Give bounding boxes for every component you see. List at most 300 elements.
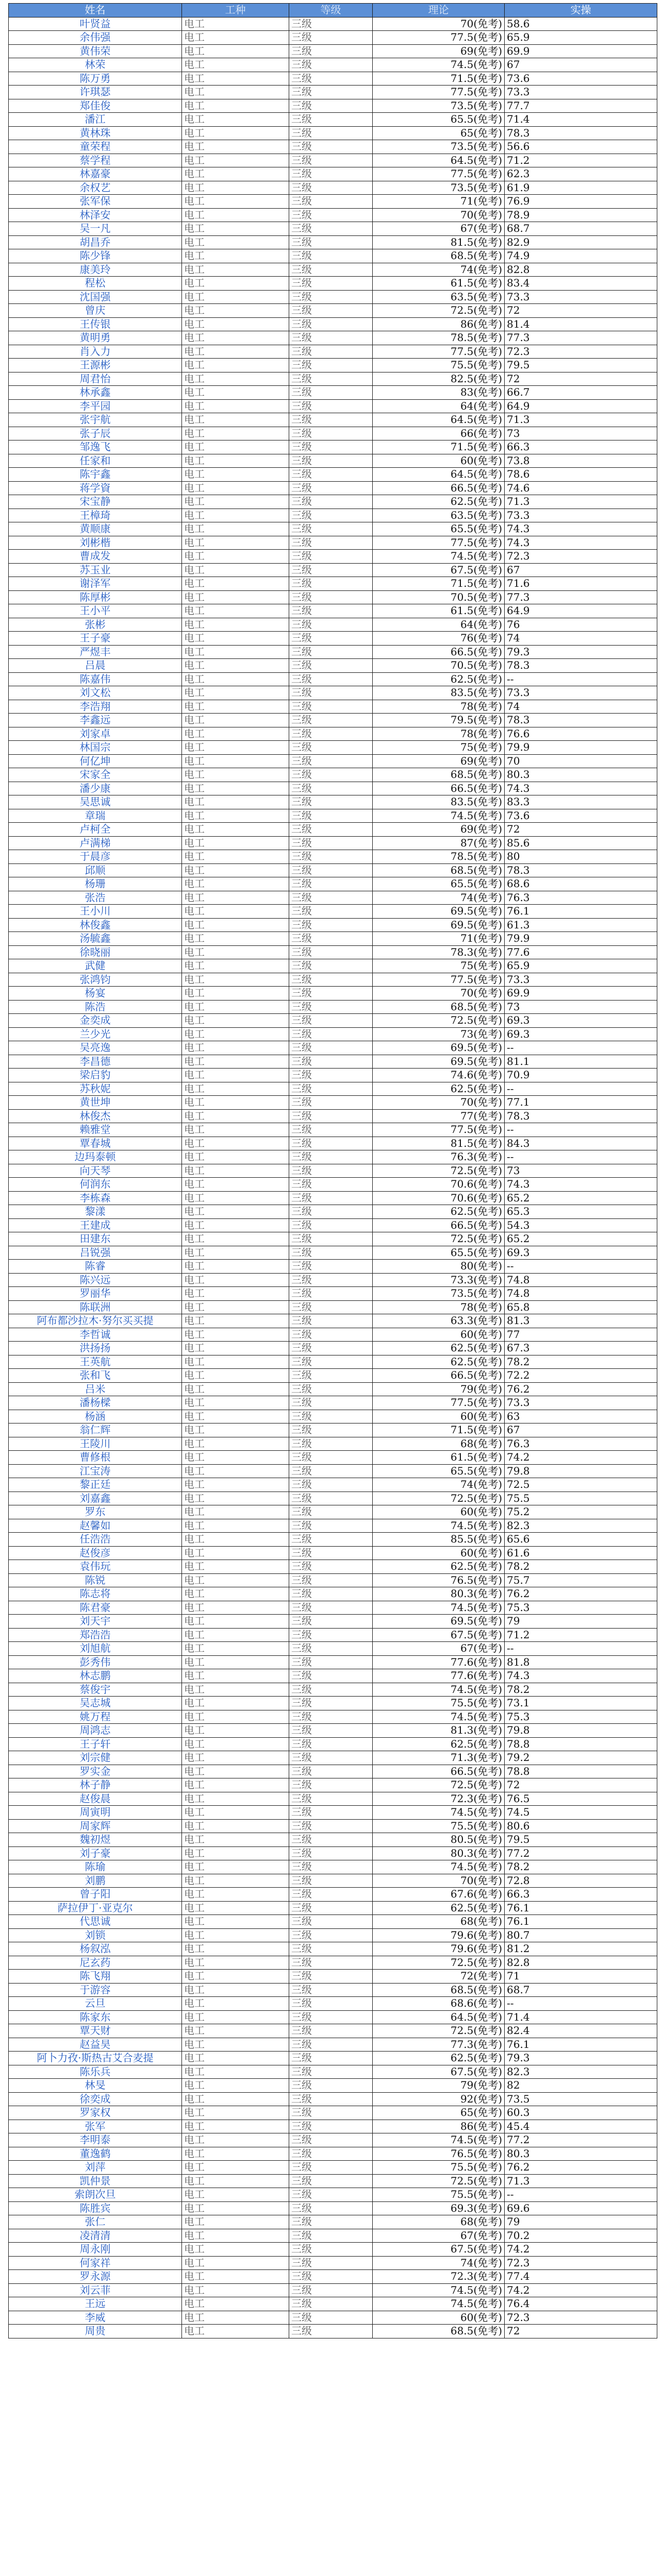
cell-name: 张子辰 <box>9 427 182 440</box>
cell-practice: 79.5 <box>505 1833 657 1847</box>
cell-theory: 64.5(免考) <box>373 413 505 427</box>
cell-trade: 电工 <box>182 1355 289 1369</box>
cell-level: 三级 <box>289 836 373 850</box>
cell-level: 三级 <box>289 2325 373 2338</box>
table-row <box>9 1014 657 1028</box>
table-row <box>9 495 657 509</box>
table-row <box>9 277 657 291</box>
cell-theory: 79.5(免考) <box>373 714 505 727</box>
cell-level: 三级 <box>289 1846 373 1860</box>
cell-trade: 电工 <box>182 1369 289 1383</box>
cell-level: 三级 <box>289 154 373 167</box>
cell-level: 三级 <box>289 2256 373 2270</box>
cell-name: 王陵川 <box>9 1437 182 1451</box>
cell-practice: 79.8 <box>505 1464 657 1478</box>
cell-trade: 电工 <box>182 2229 289 2243</box>
cell-theory: 83.5(免考) <box>373 795 505 809</box>
cell-trade: 电工 <box>182 2052 289 2065</box>
cell-name: 凌清清 <box>9 2229 182 2243</box>
cell-name: 边玛泰顿 <box>9 1150 182 1164</box>
cell-name: 王小平 <box>9 604 182 618</box>
cell-theory: 78.3(免考) <box>373 945 505 959</box>
table-row <box>9 1451 657 1465</box>
cell-level: 三级 <box>289 1765 373 1778</box>
table-row <box>9 1342 657 1355</box>
cell-level: 三级 <box>289 331 373 345</box>
cell-practice: 82.4 <box>505 2024 657 2038</box>
cell-practice: 77.6 <box>505 945 657 959</box>
table-row <box>9 877 657 891</box>
cell-trade: 电工 <box>182 2270 289 2284</box>
cell-level: 三级 <box>289 1232 373 1246</box>
cell-practice: 80.6 <box>505 1819 657 1833</box>
cell-trade: 电工 <box>182 2161 289 2175</box>
cell-practice: 64.9 <box>505 399 657 413</box>
cell-name: 张仁 <box>9 2215 182 2229</box>
cell-theory: 73.5(免考) <box>373 99 505 113</box>
cell-level: 三级 <box>289 99 373 113</box>
table-row <box>9 686 657 700</box>
cell-theory: 70(免考) <box>373 208 505 222</box>
cell-practice: 65.6 <box>505 1533 657 1547</box>
cell-name: 章瑞 <box>9 809 182 823</box>
cell-theory: 74.5(免考) <box>373 1860 505 1874</box>
table-row <box>9 1492 657 1505</box>
cell-theory: 87(免考) <box>373 836 505 850</box>
table-row <box>9 1997 657 2011</box>
cell-name: 林俊杰 <box>9 1109 182 1123</box>
cell-theory: 74.5(免考) <box>373 2283 505 2297</box>
cell-trade: 电工 <box>182 686 289 700</box>
cell-name: 刘鹏 <box>9 1874 182 1888</box>
cell-practice: 65.9 <box>505 959 657 973</box>
cell-level: 三级 <box>289 1819 373 1833</box>
cell-theory: 68.5(免考) <box>373 768 505 782</box>
cell-trade: 电工 <box>182 973 289 987</box>
cell-theory: 72.5(免考) <box>373 1164 505 1178</box>
cell-practice: 81.1 <box>505 1055 657 1069</box>
cell-practice: 74.2 <box>505 1451 657 1465</box>
cell-name: 任浩浩 <box>9 1533 182 1547</box>
cell-trade: 电工 <box>182 1000 289 1014</box>
cell-theory: 69.5(免考) <box>373 1055 505 1069</box>
cell-trade: 电工 <box>182 1655 289 1669</box>
cell-trade: 电工 <box>182 672 289 686</box>
cell-name: 吴亮逸 <box>9 1041 182 1055</box>
cell-level: 三级 <box>289 1928 373 1942</box>
cell-level: 三级 <box>289 1833 373 1847</box>
table-row <box>9 222 657 236</box>
cell-trade: 电工 <box>182 1205 289 1219</box>
table-row <box>9 1082 657 1096</box>
cell-practice: 64.9 <box>505 604 657 618</box>
cell-theory: 69.5(免考) <box>373 918 505 932</box>
header-level: 等级 <box>289 4 373 18</box>
table-row <box>9 1765 657 1778</box>
table-row <box>9 905 657 919</box>
cell-trade: 电工 <box>182 1846 289 1860</box>
cell-name: 宋宝静 <box>9 495 182 509</box>
cell-trade: 电工 <box>182 372 289 386</box>
header-theory: 理论 <box>373 4 505 18</box>
cell-practice: 65.2 <box>505 1191 657 1205</box>
cell-theory: 72.5(免考) <box>373 1492 505 1505</box>
cell-level: 三级 <box>289 372 373 386</box>
cell-level: 三级 <box>289 1601 373 1615</box>
table-row <box>9 1628 657 1642</box>
cell-level: 三级 <box>289 1246 373 1260</box>
cell-trade: 电工 <box>182 809 289 823</box>
cell-practice: 66.3 <box>505 1888 657 1902</box>
table-row <box>9 672 657 686</box>
cell-name: 代思诚 <box>9 1915 182 1929</box>
table-row <box>9 1410 657 1423</box>
cell-name: 李明泰 <box>9 2133 182 2147</box>
cell-level: 三级 <box>289 1615 373 1629</box>
cell-level: 三级 <box>289 1164 373 1178</box>
table-row <box>9 659 657 673</box>
cell-trade: 电工 <box>182 440 289 454</box>
cell-level: 三级 <box>289 659 373 673</box>
cell-name: 黎漾 <box>9 1205 182 1219</box>
cell-trade: 电工 <box>182 1096 289 1110</box>
cell-practice: 71.3 <box>505 413 657 427</box>
cell-practice: 74.3 <box>505 1178 657 1192</box>
cell-name: 曹修根 <box>9 1451 182 1465</box>
cell-level: 三级 <box>289 126 373 140</box>
cell-trade: 电工 <box>182 1724 289 1738</box>
cell-level: 三级 <box>289 1082 373 1096</box>
cell-theory: 67.5(免考) <box>373 1628 505 1642</box>
cell-trade: 电工 <box>182 1423 289 1437</box>
cell-name: 陈万勇 <box>9 72 182 86</box>
cell-name: 尼玄药 <box>9 1956 182 1970</box>
cell-theory: 82.5(免考) <box>373 372 505 386</box>
cell-practice: 71 <box>505 1970 657 1984</box>
cell-practice: 76.1 <box>505 1901 657 1915</box>
table-row <box>9 2052 657 2065</box>
cell-practice: 76.4 <box>505 2297 657 2311</box>
table-row <box>9 1069 657 1082</box>
table-row <box>9 413 657 427</box>
table-row <box>9 1464 657 1478</box>
table-row <box>9 2311 657 2325</box>
cell-level: 三级 <box>289 1533 373 1547</box>
table-row <box>9 1355 657 1369</box>
cell-practice: 66.3 <box>505 440 657 454</box>
table-row <box>9 768 657 782</box>
cell-theory: 73(免考) <box>373 1027 505 1041</box>
cell-level: 三级 <box>289 1997 373 2011</box>
cell-theory: 74(免考) <box>373 891 505 905</box>
cell-practice: 77.3 <box>505 331 657 345</box>
cell-trade: 电工 <box>182 1164 289 1178</box>
cell-practice: 74.5 <box>505 1806 657 1820</box>
cell-name: 罗丽华 <box>9 1287 182 1301</box>
cell-level: 三级 <box>289 645 373 659</box>
cell-theory: 60(免考) <box>373 1410 505 1423</box>
cell-name: 潘杨樑 <box>9 1396 182 1410</box>
cell-name: 张军 <box>9 2120 182 2133</box>
cell-trade: 电工 <box>182 277 289 291</box>
cell-theory: 74.5(免考) <box>373 1710 505 1724</box>
cell-level: 三级 <box>289 1655 373 1669</box>
table-row <box>9 2010 657 2024</box>
table-row <box>9 809 657 823</box>
cell-level: 三级 <box>289 1437 373 1451</box>
cell-name: 向天琴 <box>9 1164 182 1178</box>
cell-trade: 电工 <box>182 1451 289 1465</box>
table-row <box>9 1642 657 1656</box>
cell-trade: 电工 <box>182 1970 289 1984</box>
table-row <box>9 1874 657 1888</box>
cell-theory: 66(免考) <box>373 427 505 440</box>
table-row <box>9 1833 657 1847</box>
cell-practice: 73 <box>505 1000 657 1014</box>
cell-level: 三级 <box>289 700 373 714</box>
cell-theory: 74.5(免考) <box>373 1601 505 1615</box>
cell-name: 周家辉 <box>9 1819 182 1833</box>
cell-practice: 73.1 <box>505 1697 657 1710</box>
cell-theory: 74.6(免考) <box>373 1069 505 1082</box>
cell-name: 刘嘉鑫 <box>9 1492 182 1505</box>
cell-practice: 79.3 <box>505 645 657 659</box>
table-row <box>9 1587 657 1601</box>
cell-level: 三级 <box>289 522 373 536</box>
cell-theory: 65(免考) <box>373 2106 505 2120</box>
cell-trade: 电工 <box>182 1492 289 1505</box>
cell-level: 三级 <box>289 932 373 946</box>
table-row <box>9 1218 657 1232</box>
cell-practice: 60.3 <box>505 2106 657 2120</box>
cell-name: 刘锁 <box>9 1928 182 1942</box>
cell-theory: 71.5(免考) <box>373 577 505 591</box>
table-row <box>9 1615 657 1629</box>
table-row <box>9 1205 657 1219</box>
cell-level: 三级 <box>289 44 373 58</box>
cell-practice: 74.3 <box>505 536 657 550</box>
cell-trade: 电工 <box>182 1765 289 1778</box>
cell-practice: 77.2 <box>505 1846 657 1860</box>
table-row <box>9 754 657 768</box>
cell-theory: 74.5(免考) <box>373 1519 505 1533</box>
cell-name: 康美玲 <box>9 263 182 277</box>
cell-level: 三级 <box>289 1792 373 1806</box>
cell-theory: 62.5(免考) <box>373 1737 505 1751</box>
cell-theory: 78(免考) <box>373 1300 505 1314</box>
cell-name: 陈厚彬 <box>9 590 182 604</box>
cell-level: 三级 <box>289 795 373 809</box>
table-row <box>9 1546 657 1560</box>
cell-trade: 电工 <box>182 1178 289 1192</box>
cell-practice: 67 <box>505 563 657 577</box>
table-row <box>9 945 657 959</box>
table-row <box>9 1819 657 1833</box>
cell-practice: 76.1 <box>505 905 657 919</box>
cell-trade: 电工 <box>182 1860 289 1874</box>
cell-theory: 74.5(免考) <box>373 550 505 564</box>
cell-name: 姚万程 <box>9 1710 182 1724</box>
cell-practice: 67 <box>505 58 657 72</box>
cell-practice: 78.2 <box>505 1860 657 1874</box>
cell-level: 三级 <box>289 113 373 127</box>
cell-practice: 79.9 <box>505 932 657 946</box>
cell-level: 三级 <box>289 590 373 604</box>
cell-practice: 77.1 <box>505 1096 657 1110</box>
cell-level: 三级 <box>289 891 373 905</box>
table-row <box>9 1928 657 1942</box>
cell-practice: 80.3 <box>505 2147 657 2161</box>
cell-level: 三级 <box>289 1109 373 1123</box>
cell-trade: 电工 <box>182 727 289 741</box>
cell-practice: 76.3 <box>505 891 657 905</box>
cell-name: 王樟琦 <box>9 509 182 522</box>
cell-practice: 78.2 <box>505 1355 657 1369</box>
cell-trade: 电工 <box>182 932 289 946</box>
cell-name: 陈睿 <box>9 1260 182 1274</box>
cell-trade: 电工 <box>182 495 289 509</box>
cell-name: 陈浩 <box>9 1000 182 1014</box>
cell-level: 三级 <box>289 2174 373 2188</box>
cell-theory: 60(免考) <box>373 454 505 468</box>
cell-name: 张宇航 <box>9 413 182 427</box>
cell-theory: 70(免考) <box>373 1096 505 1110</box>
cell-theory: 72.5(免考) <box>373 1778 505 1792</box>
cell-practice: 71.4 <box>505 2010 657 2024</box>
cell-level: 三级 <box>289 1970 373 1984</box>
table-row <box>9 1778 657 1792</box>
cell-name: 林国宗 <box>9 741 182 755</box>
table-row <box>9 1860 657 1874</box>
cell-name: 程松 <box>9 277 182 291</box>
cell-name: 张军保 <box>9 195 182 209</box>
cell-practice: 78.6 <box>505 468 657 482</box>
cell-name: 黎正廷 <box>9 1478 182 1492</box>
cell-level: 三级 <box>289 850 373 864</box>
cell-trade: 电工 <box>182 536 289 550</box>
cell-practice: 76.5 <box>505 1792 657 1806</box>
cell-theory: 62.5(免考) <box>373 495 505 509</box>
cell-trade: 电工 <box>182 2079 289 2093</box>
cell-level: 三级 <box>289 1519 373 1533</box>
cell-theory: 68(免考) <box>373 1437 505 1451</box>
cell-trade: 电工 <box>182 86 289 99</box>
cell-name: 蔡俊宇 <box>9 1683 182 1697</box>
cell-name: 徐奕成 <box>9 2092 182 2106</box>
cell-name: 潘少康 <box>9 782 182 795</box>
cell-level: 三级 <box>289 714 373 727</box>
cell-name: 曾子阳 <box>9 1888 182 1902</box>
cell-practice: 72 <box>505 372 657 386</box>
cell-practice: 75.3 <box>505 1710 657 1724</box>
cell-trade: 电工 <box>182 249 289 263</box>
cell-name: 杨叙泓 <box>9 1942 182 1956</box>
cell-level: 三级 <box>289 945 373 959</box>
table-row <box>9 2243 657 2257</box>
cell-practice: 71.3 <box>505 2174 657 2188</box>
cell-name: 赖雅堂 <box>9 1123 182 1137</box>
cell-level: 三级 <box>289 1096 373 1110</box>
cell-theory: 92(免考) <box>373 2092 505 2106</box>
cell-level: 三级 <box>289 2161 373 2175</box>
cell-trade: 电工 <box>182 1109 289 1123</box>
cell-name: 赵馨如 <box>9 1519 182 1533</box>
cell-practice: 84.3 <box>505 1137 657 1150</box>
table-row <box>9 1027 657 1041</box>
cell-trade: 电工 <box>182 2325 289 2338</box>
cell-name: 余伟强 <box>9 31 182 45</box>
cell-name: 翁仁辉 <box>9 1423 182 1437</box>
cell-name: 郑佳俊 <box>9 99 182 113</box>
cell-practice: 76.2 <box>505 1587 657 1601</box>
cell-name: 刘萍 <box>9 2161 182 2175</box>
cell-practice: 70 <box>505 754 657 768</box>
table-row <box>9 249 657 263</box>
table-row <box>9 44 657 58</box>
cell-trade: 电工 <box>182 317 289 331</box>
table-row <box>9 645 657 659</box>
cell-level: 三级 <box>289 2283 373 2297</box>
cell-practice: 76.1 <box>505 2038 657 2052</box>
cell-theory: 62.5(免考) <box>373 1560 505 1574</box>
cell-theory: 79.6(免考) <box>373 1928 505 1942</box>
cell-level: 三级 <box>289 1710 373 1724</box>
cell-theory: 61.5(免考) <box>373 1451 505 1465</box>
cell-name: 周永刚 <box>9 2243 182 2257</box>
cell-theory: 78(免考) <box>373 700 505 714</box>
cell-name: 李威 <box>9 2311 182 2325</box>
cell-level: 三级 <box>289 1505 373 1519</box>
cell-theory: 72.5(免考) <box>373 2174 505 2188</box>
cell-name: 杨宴 <box>9 987 182 1001</box>
cell-name: 王建成 <box>9 1218 182 1232</box>
cell-trade: 电工 <box>182 1806 289 1820</box>
cell-practice: 69.9 <box>505 44 657 58</box>
table-row <box>9 454 657 468</box>
cell-name: 陈家东 <box>9 2010 182 2024</box>
table-row <box>9 1041 657 1055</box>
cell-name: 周鸿志 <box>9 1724 182 1738</box>
cell-level: 三级 <box>289 1901 373 1915</box>
cell-theory: 66.5(免考) <box>373 1369 505 1383</box>
cell-theory: 70.6(免考) <box>373 1191 505 1205</box>
cell-trade: 电工 <box>182 2024 289 2038</box>
cell-name: 彭秀伟 <box>9 1655 182 1669</box>
cell-practice: 81.3 <box>505 1314 657 1328</box>
cell-level: 三级 <box>289 2038 373 2052</box>
cell-practice: 72 <box>505 823 657 837</box>
cell-level: 三级 <box>289 1956 373 1970</box>
cell-trade: 电工 <box>182 768 289 782</box>
cell-level: 三级 <box>289 1000 373 1014</box>
cell-level: 三级 <box>289 1737 373 1751</box>
cell-name: 李哲诚 <box>9 1328 182 1342</box>
cell-practice: 77.2 <box>505 2133 657 2147</box>
cell-level: 三级 <box>289 1260 373 1274</box>
table-row <box>9 2161 657 2175</box>
cell-name: 吕米 <box>9 1382 182 1396</box>
cell-level: 三级 <box>289 181 373 195</box>
cell-trade: 电工 <box>182 72 289 86</box>
cell-trade: 电工 <box>182 413 289 427</box>
cell-theory: 68.5(免考) <box>373 863 505 877</box>
cell-theory: 80.3(免考) <box>373 1587 505 1601</box>
cell-level: 三级 <box>289 249 373 263</box>
cell-name: 袁伟玩 <box>9 1560 182 1574</box>
cell-level: 三级 <box>289 563 373 577</box>
cell-trade: 电工 <box>182 154 289 167</box>
cell-name: 周贵 <box>9 2325 182 2338</box>
